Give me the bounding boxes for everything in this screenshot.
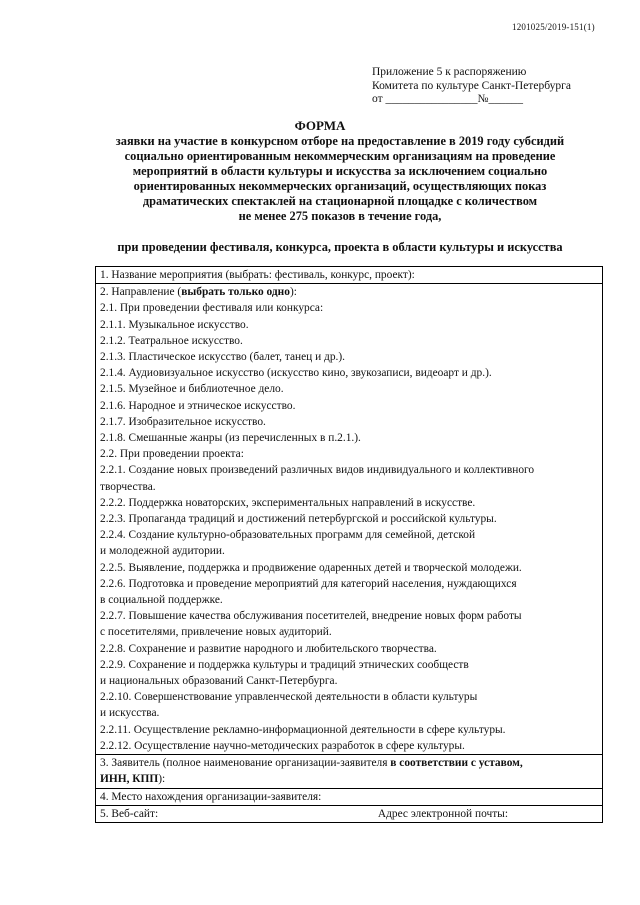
- subtitle-line: драматических спектаклей на стационарной площадке с количеством: [142, 194, 538, 208]
- direction-option-line: 2.1.1. Музыкальное искусство.: [100, 318, 249, 331]
- direction-option-line: 2.1.4. Аудиовизуальное искусство (искусство кино, звукозаписи, видеоарт и др.).: [100, 367, 492, 380]
- location-label: 4. Место нахождения организации-заявителя:: [100, 790, 322, 803]
- direction-option-line: 2.2.7. Повышение качества обслуживания посетителей, внедрение новых форм работы: [100, 610, 522, 623]
- direction-option-line: 2.2.11. Осуществление рекламно-информационной деятельности в сфере культуры.: [100, 723, 506, 736]
- direction-heading: [100, 284, 598, 300]
- applicant-field[interactable]: [96, 755, 603, 788]
- direction-option-line: 2.2.9. Сохранение и поддержка культуры и традиций этнических сообществ: [100, 658, 469, 671]
- event-name-field[interactable]: [96, 267, 603, 284]
- table-row: [96, 805, 603, 822]
- subtitle-line: мероприятий в области культуры и искусства за исключением социально: [132, 164, 548, 178]
- direction-option-line: творчества.: [100, 480, 156, 493]
- direction-option-line: 2.1.6. Народное и этническое искусство.: [100, 399, 296, 412]
- form-subtitle-2: при проведении фестиваля, конкурса, проекта в области культуры и искусства: [117, 240, 563, 254]
- subtitle-line: социально ориентированным некоммерческим организациям на проведение: [124, 149, 556, 163]
- direction-option-line: и искусства.: [100, 707, 160, 720]
- direction-option-line: 2.2.12. Осуществление научно-методических разработок в сфере культуры.: [100, 739, 465, 752]
- direction-option-line: и молодежной аудитории.: [100, 545, 225, 558]
- application-form-table: [95, 266, 603, 823]
- direction-option-line: 2.2.4. Создание культурно-образовательных программ для семейной, детской: [100, 529, 476, 542]
- table-row: [96, 755, 603, 788]
- direction-option-line: в социальной поддержке.: [100, 594, 223, 607]
- event-name-label: 1. Название мероприятия (выбрать: фестиваль, конкурс, проект):: [100, 269, 415, 281]
- direction-option-line: 2.1.2. Театральное искусство.: [100, 334, 243, 347]
- contacts-row: [100, 806, 598, 822]
- direction-option-line: 2.2.2. Поддержка новаторских, экспериментальных направлений в искусстве.: [100, 496, 476, 509]
- applicant-label: [100, 755, 598, 787]
- website-label: 5. Веб-сайт:: [100, 807, 159, 820]
- contacts-field[interactable]: [96, 805, 603, 822]
- applicant-label-bold-1: в соответствии с уставом,: [390, 757, 523, 770]
- appendix-line-3: от ________________№______: [372, 93, 523, 105]
- direction-option-line: 2.1.8. Смешанные жанры (из перечисленных в п.2.1.).: [100, 432, 361, 445]
- direction-heading-bold: выбрать только одно: [181, 286, 290, 299]
- direction-option-line: 2.1.3. Пластическое искусство (балет, танец и др.).: [100, 351, 346, 364]
- table-row: [96, 284, 603, 755]
- email-label: Адрес электронной почты:: [377, 807, 508, 820]
- direction-option-line: 2.1.5. Музейное и библиотечное дело.: [100, 383, 284, 396]
- subtitle-line: заявки на участие в конкурсном отборе на предоставление в 2019 году субсидий: [115, 134, 565, 148]
- direction-option-line: 2.1.7. Изобразительное искусство.: [100, 415, 266, 428]
- applicant-label-prefix: 3. Заявитель (полное наименование организации-заявителя: [100, 757, 391, 770]
- form-title: ФОРМА: [294, 118, 346, 133]
- table-row: [96, 267, 603, 284]
- appendix-line-1: Приложение 5 к распоряжению: [372, 66, 527, 78]
- direction-option-line: 2.2.8. Сохранение и развитие народного и любительского творчества.: [100, 642, 437, 655]
- location-field[interactable]: [96, 788, 603, 805]
- subtitle-line: ориентированных некоммерческих организаций, осуществляющих показ: [133, 179, 547, 193]
- direction-option-line: с посетителями, привлечение новых аудиторий.: [100, 626, 332, 639]
- direction-option-line: 2.2.5. Выявление, поддержка и продвижение одаренных детей и творческой молодежи.: [100, 561, 522, 574]
- direction-option-line: 2.2.6. Подготовка и проведение мероприятий для категорий населения, нуждающихся: [100, 577, 517, 590]
- appendix-note: [372, 66, 571, 107]
- direction-heading-prefix: 2. Направление (: [100, 286, 182, 299]
- subtitle-line: не менее 275 показов в течение года,: [238, 209, 442, 223]
- direction-option-line: 2.2.3. Пропаганда традиций и достижений петербургской и российской культуры.: [100, 513, 497, 526]
- direction-heading-suffix: ):: [289, 286, 297, 299]
- table-row: [96, 788, 603, 805]
- document-number: 1201025/2019-151(1): [512, 22, 595, 32]
- direction-option-line: 2.2.10. Совершенствование управленческой деятельности в области культуры: [100, 691, 478, 704]
- form-subtitle: [100, 134, 580, 224]
- applicant-label-suffix: ):: [158, 773, 166, 786]
- direction-field: [96, 284, 603, 755]
- direction-option-line: 2.2.1. Создание новых произведений различных видов индивидуального и коллективного: [100, 464, 535, 477]
- direction-option-line: 2.2. При проведении проекта:: [100, 448, 244, 461]
- applicant-label-bold-2: ИНН, КПП: [100, 773, 159, 786]
- direction-option-line: 2.1. При проведении фестиваля или конкурса:: [100, 302, 324, 315]
- direction-options-list: [100, 300, 598, 754]
- appendix-line-2: Комитета по культуре Санкт-Петербурга: [372, 79, 571, 92]
- direction-option-line: и национальных образований Санкт-Петербурга.: [100, 675, 338, 688]
